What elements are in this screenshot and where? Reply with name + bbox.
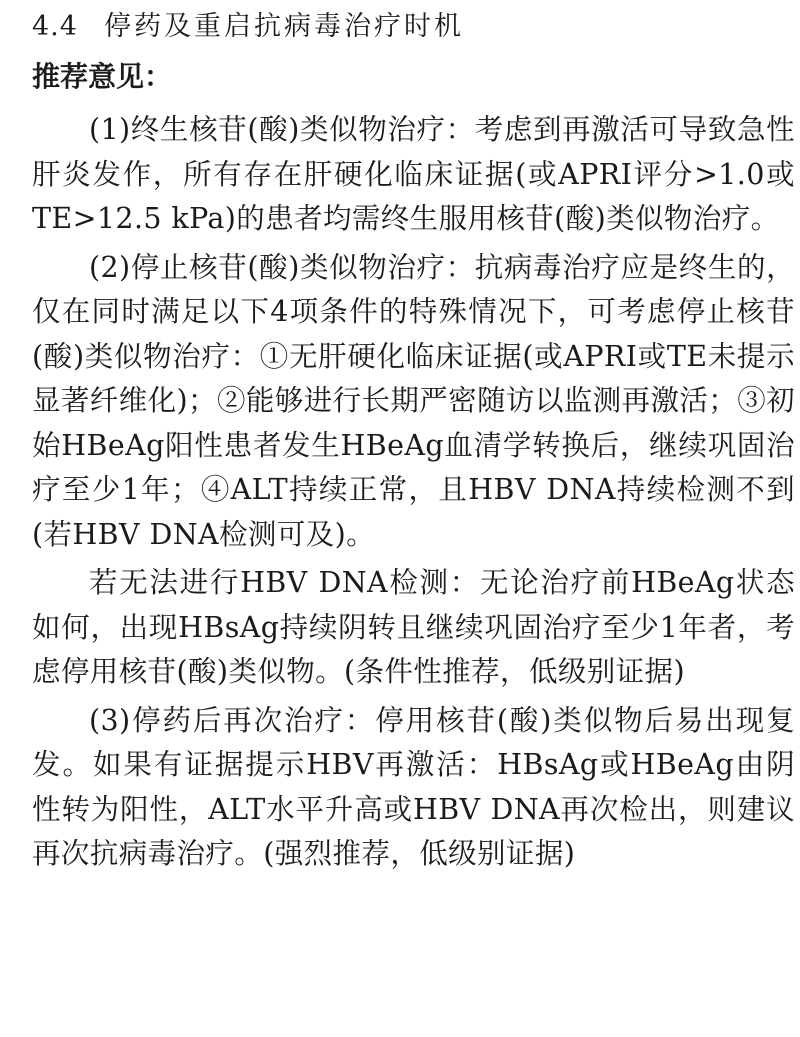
paragraph-retreatment: (3)停药后再次治疗：停用核苷(酸)类似物后易出现复发。如果有证据提示HBV再激活：HBsAg或HBeAg由阴性转为阳性，ALT水平升高或HBV DNA再次检出，则建议再次抗病毒治疗。(强烈推荐，低级别证据) [32, 703, 795, 870]
section-heading [32, 8, 792, 48]
section-number: 4.4 [32, 11, 78, 42]
paragraph-no-dna-testing: 若无法进行HBV DNA检测：无论治疗前HBeAg状态如何，出现HBsAg持续阴转且继续巩固治疗至少1年者，考虑停用核苷(酸)类似物。(条件性推荐，低级别证据) [32, 566, 795, 688]
paragraph-lifelong-therapy: (1)终生核苷(酸)类似物治疗：考虑到再激活可导致急性肝炎发作，所有存在肝硬化临床证据(或APRI评分>1.0或TE>12.5 kPa)的患者均需终生服用核苷(酸)类似物治疗。 [32, 113, 795, 235]
recommendation-label: 推荐意见： [32, 60, 173, 93]
paragraph-stop-therapy: (2)停止核苷(酸)类似物治疗：抗病毒治疗应是终生的，仅在同时满足以下4项条件的特殊情况下，可考虑停止核苷(酸)类似物治疗：①无肝硬化临床证据(或APRI或TE未提示显著纤维化)；②能够进行长期严密随访以监测再激活；③初始HBeAg阳性患者发生HBeAg血清学转换后，继续巩固治疗至少1年；④ALT持续正常，且HBV DNA持续检测不到(若HBV DNA检测可及)。 [32, 250, 795, 551]
section-title: 停药及重启抗病毒治疗时机 [103, 11, 464, 42]
